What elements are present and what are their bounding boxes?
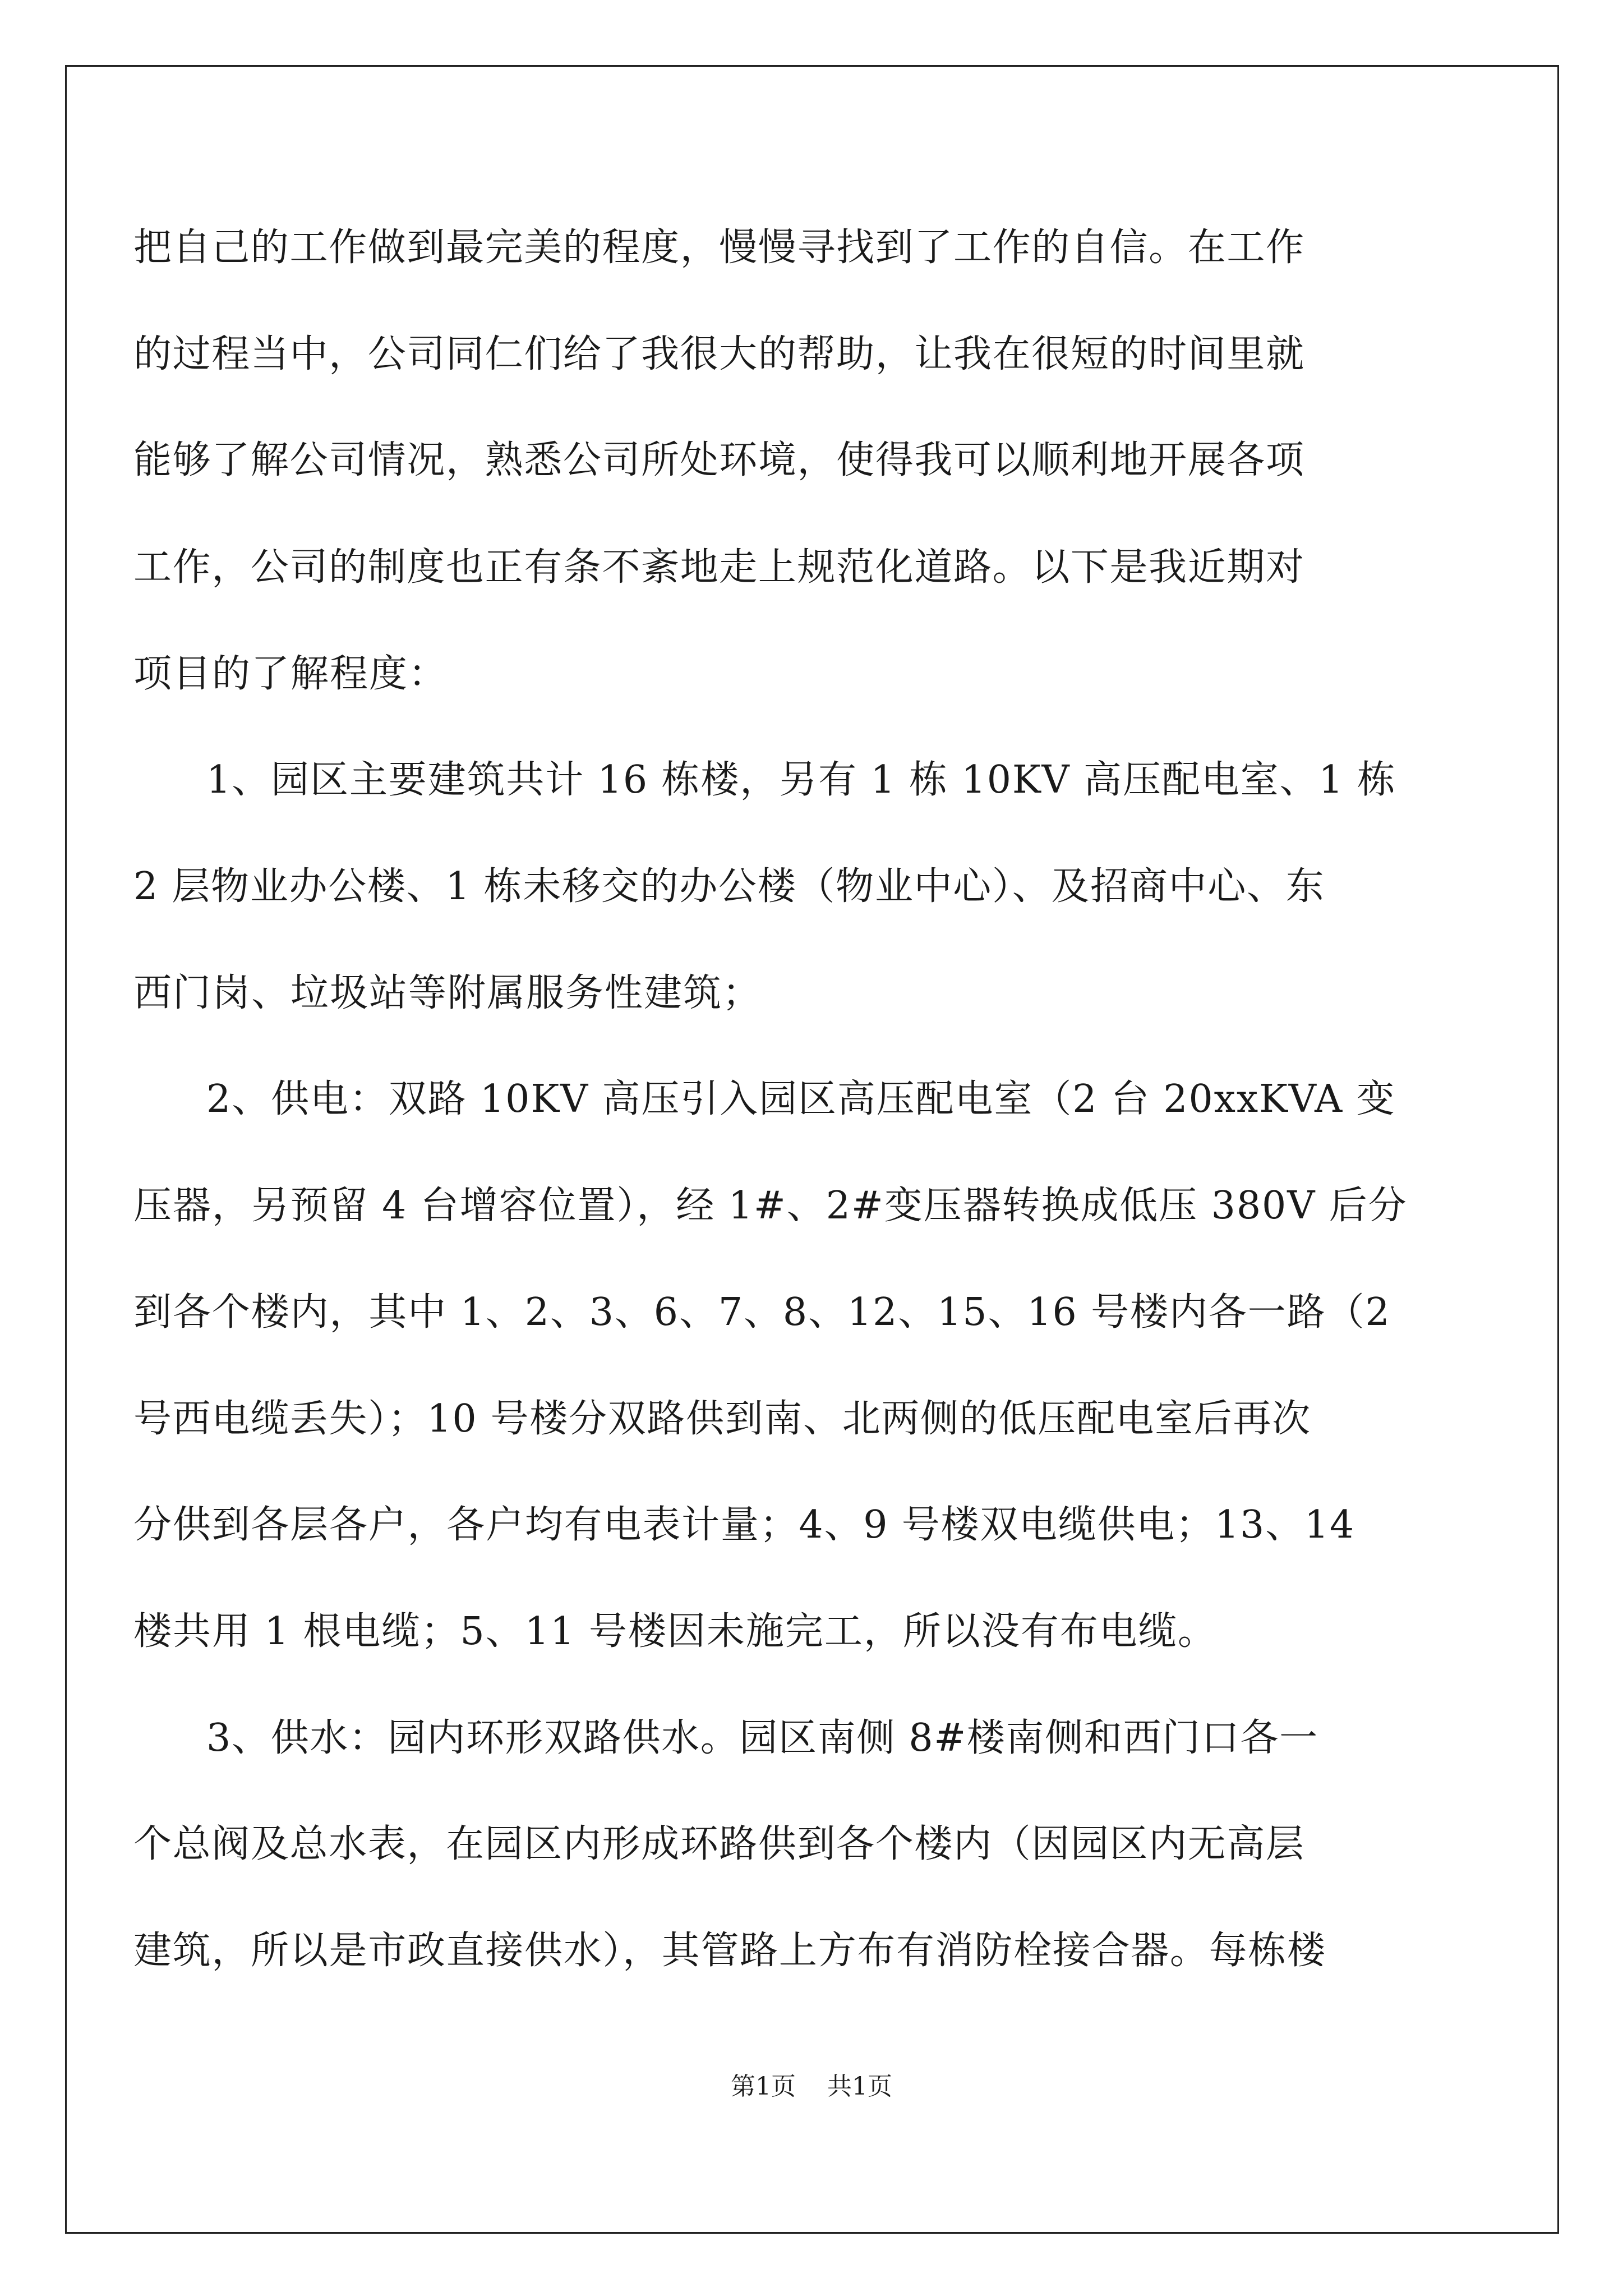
- text-line: 西门岗、垃圾站等附属服务性建筑；: [133, 971, 762, 1015]
- text-line: 建筑，所以是市政直接供水），其管路上方布有消防栓接合器。每栋楼: [133, 1929, 1326, 1973]
- text-line: 到各个楼内，其中 1、2、3、6、7、8、12、15、16 号楼内各一路（2: [133, 1290, 1391, 1335]
- paragraph-item-1: 1、园区主要建筑共计 16 栋楼，另有 1 栋 10KV 高压配电室、1 栋: [206, 758, 1396, 802]
- paragraph-item-3: 3、供水：园内环形双路供水。园区南侧 8#楼南侧和西门口各一: [206, 1716, 1318, 1760]
- text-line: 项目的了解程度：: [133, 652, 448, 696]
- text-line: 能够了解公司情况，熟悉公司所处环境，使得我可以顺利地开展各项: [133, 438, 1305, 482]
- text-line: 把自己的工作做到最完美的程度，慢慢寻找到了工作的自信。在工作: [133, 226, 1305, 270]
- text-line: 号西电缆丢失）；10 号楼分双路供到南、北两侧的低压配电室后再次: [133, 1397, 1311, 1441]
- text-line: 2 层物业办公楼、1 栋未移交的办公楼（物业中心）、及招商中心、东: [133, 864, 1325, 909]
- text-line: 工作，公司的制度也正有条不紊地走上规范化道路。以下是我近期对: [133, 545, 1305, 590]
- page-border: [65, 65, 1559, 2234]
- text-line: 楼共用 1 根电缆；5、11 号楼因未施完工，所以没有布电缆。: [133, 1609, 1217, 1654]
- paragraph-item-2: 2、供电：双路 10KV 高压引入园区高压配电室（2 台 20xxKVA 变: [206, 1077, 1396, 1121]
- page-footer: 第1页 共1页: [731, 2072, 892, 2101]
- text-line: 的过程当中，公司同仁们给了我很大的帮助，让我在很短的时间里就: [133, 332, 1305, 376]
- text-line: 个总阀及总水表，在园区内形成环路供到各个楼内（因园区内无高层: [133, 1822, 1305, 1866]
- text-line: 压器，另预留 4 台增容位置），经 1#、2#变压器转换成低压 380V 后分: [133, 1184, 1408, 1228]
- text-line: 分供到各层各户，各户均有电表计量；4、9 号楼双电缆供电；13、14: [133, 1503, 1355, 1547]
